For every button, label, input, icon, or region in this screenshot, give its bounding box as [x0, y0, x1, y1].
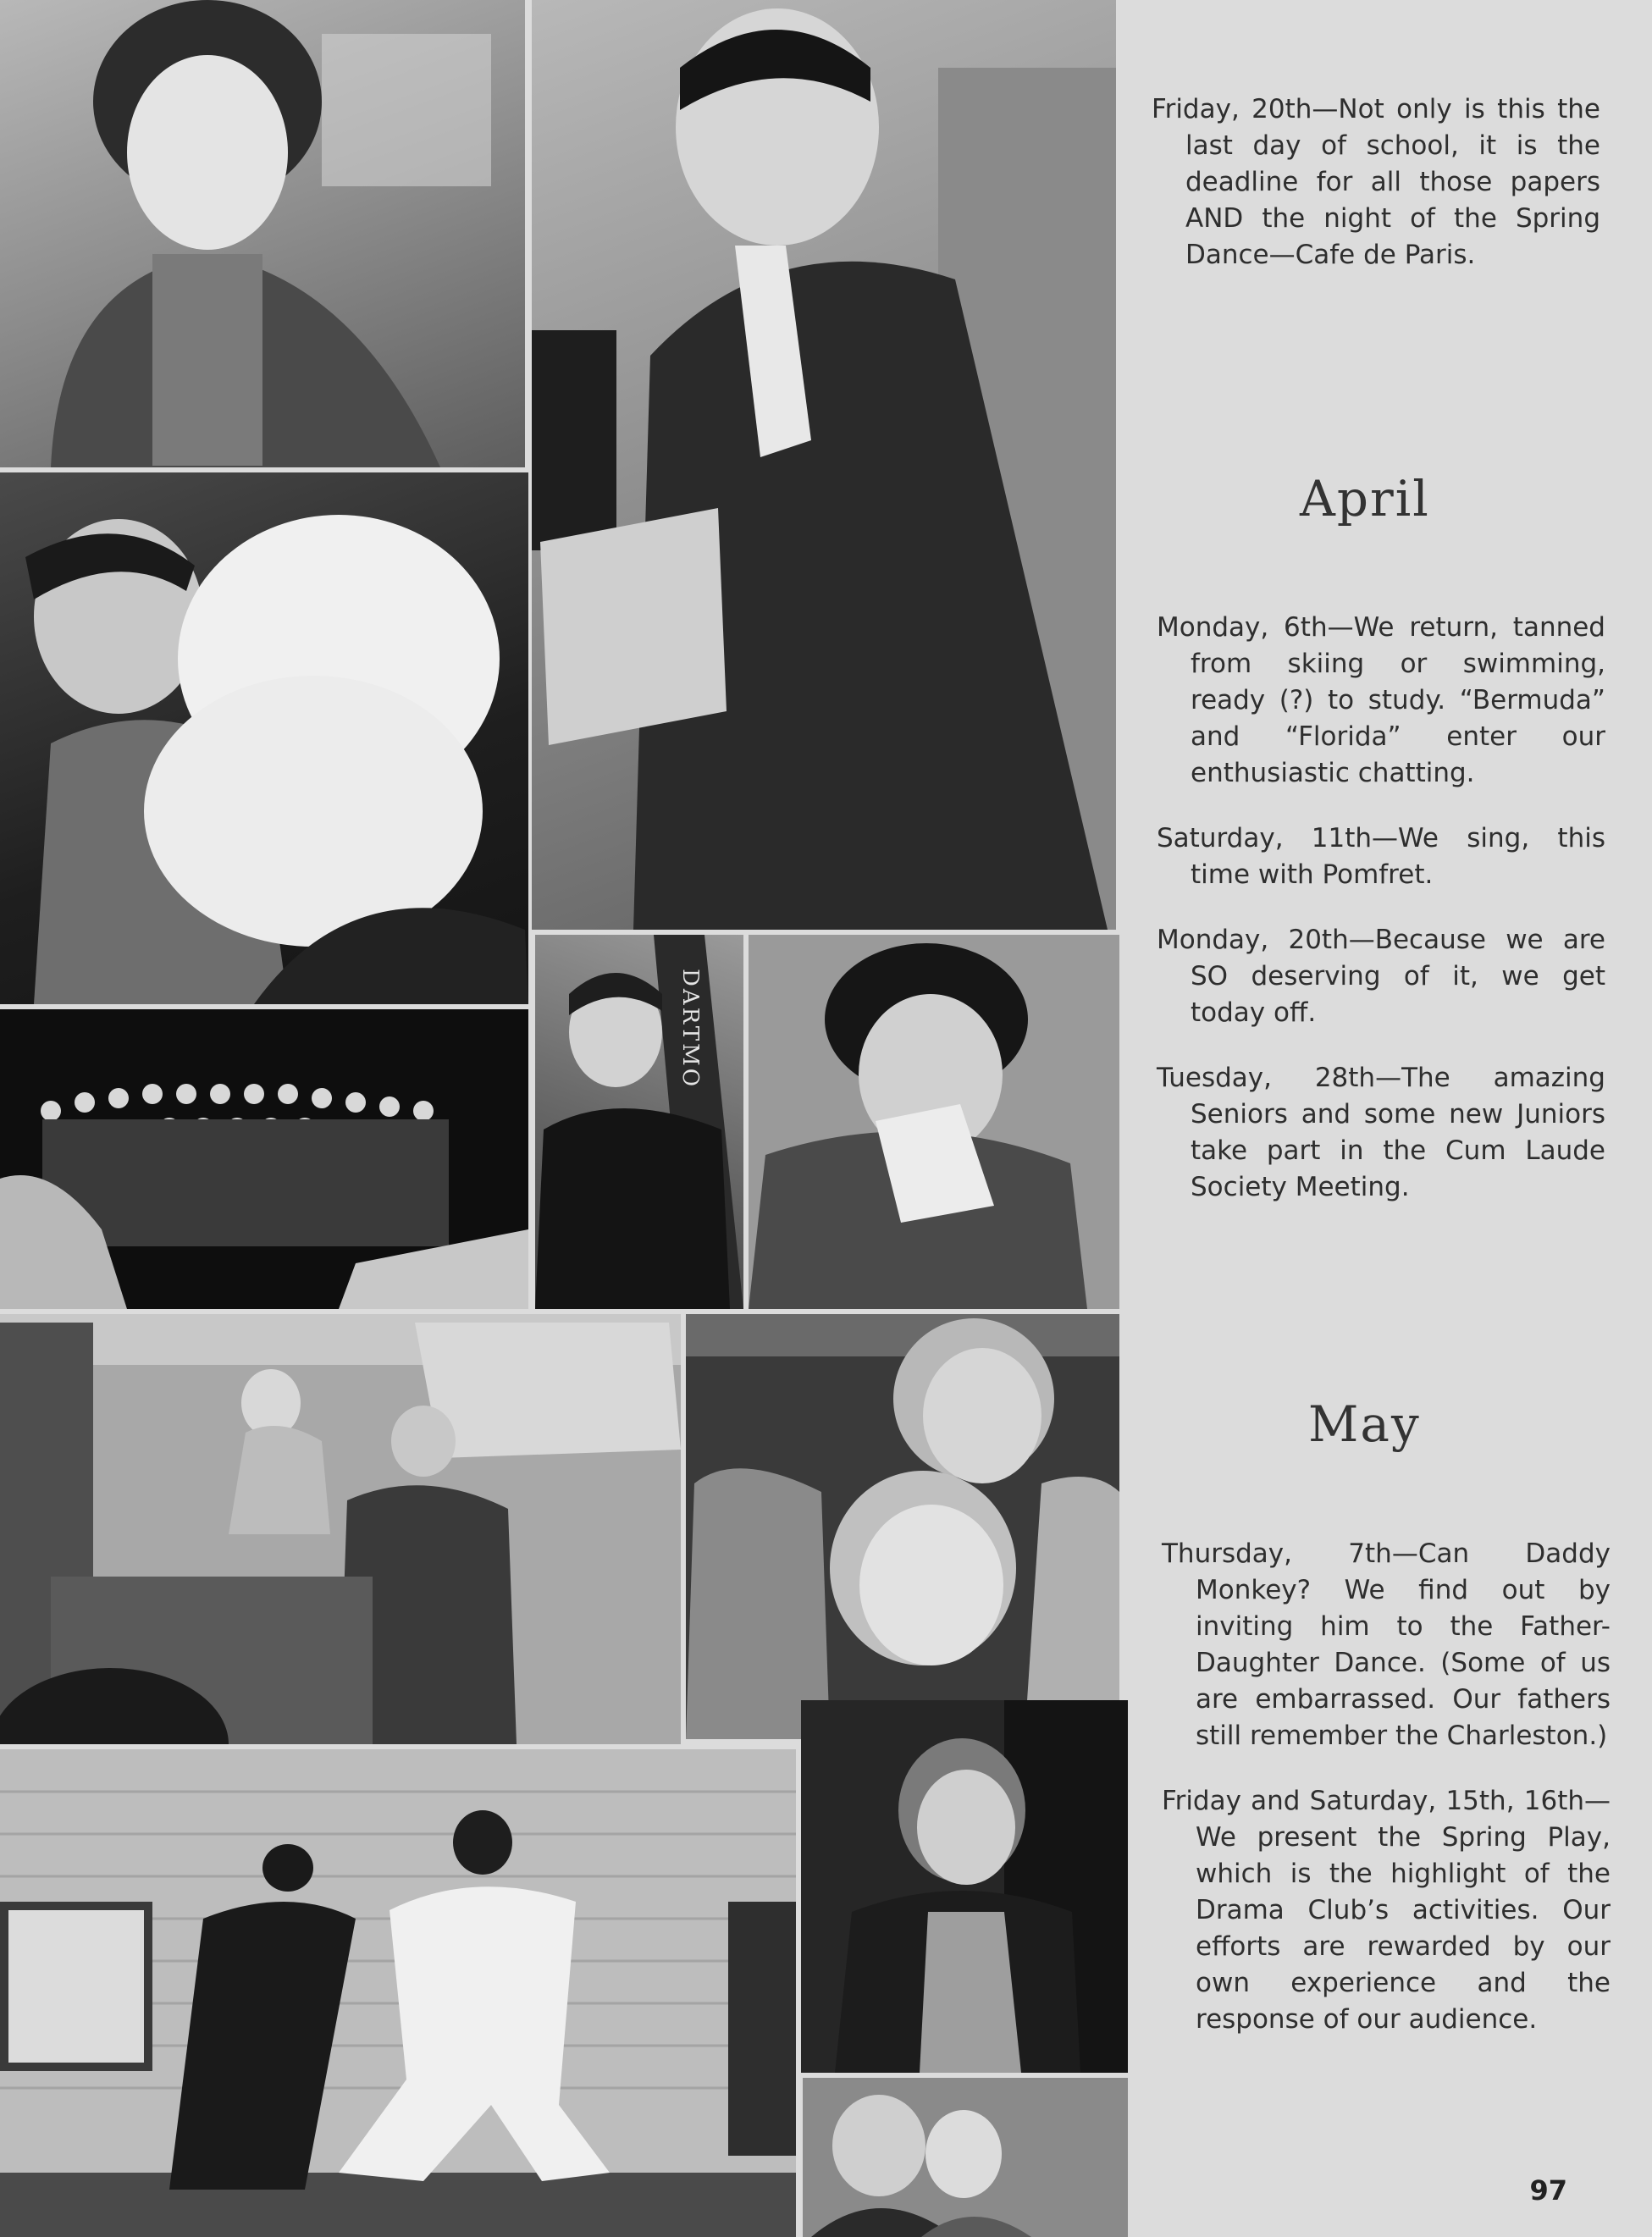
- photo-girl-portrait: [0, 0, 525, 467]
- entry-monday-6th: Monday, 6th—We return, tanned from skiing or swimming, ready (?) to study. “Bermuda” and “Florida” enter our enthusiastic chatting.: [1157, 612, 1605, 788]
- entry-saturday-11th: Saturday, 11th—We sing, this time with Pomfret.: [1157, 823, 1605, 890]
- photo-teacher-smiling: [532, 0, 1116, 930]
- photo-girl-glasses: [801, 1700, 1128, 2073]
- photo-choir-stage: [0, 1009, 528, 1309]
- month-heading-may: May: [1308, 1395, 1421, 1453]
- calendar-text-column: [1152, 91, 1600, 273]
- photo-couple-bottom: [803, 2078, 1128, 2237]
- page-number: 97: [1529, 2174, 1567, 2207]
- may-entries: [1162, 1536, 1611, 2038]
- photo-boy-pennant: [535, 935, 743, 1309]
- photo-play-scene: [0, 1749, 796, 2237]
- photo-two-girls: [686, 1314, 1119, 1739]
- photo-men-outdoors: [0, 1314, 681, 1744]
- photo-girl-napkin: [749, 935, 1119, 1309]
- month-heading-april: April: [1300, 470, 1430, 527]
- entry-friday-20th: Friday, 20th—Not only is this the last day of school, it is the deadline for all those papers AND the night of the Spring Dance—Cafe de Paris.: [1152, 94, 1600, 270]
- entry-spring-play: Friday and Saturday, 15th, 16th—We present the Spring Play, which is the highlight of the Drama Club’s activities. Our efforts are rewarded by our own experience and the response of our audience.: [1162, 1786, 1611, 2035]
- entry-thursday-7th: Thursday, 7th—Can Daddy Monkey? We find out by inviting him to the Father-Daughter Dance. (Some of us are embarrassed. Our fathers still remember the Charleston.): [1162, 1538, 1611, 1751]
- entry-monday-20th: Monday, 20th—Because we are SO deserving of it, we get today off.: [1157, 925, 1605, 1028]
- pennant-text: DARTMO: [677, 969, 703, 1090]
- april-entries: [1157, 610, 1605, 1206]
- entry-tuesday-28th: Tuesday, 28th—The amazing Seniors and some new Juniors take part in the Cum Laude Society Meeting.: [1157, 1063, 1605, 1202]
- photo-santa-scene: [0, 472, 528, 1004]
